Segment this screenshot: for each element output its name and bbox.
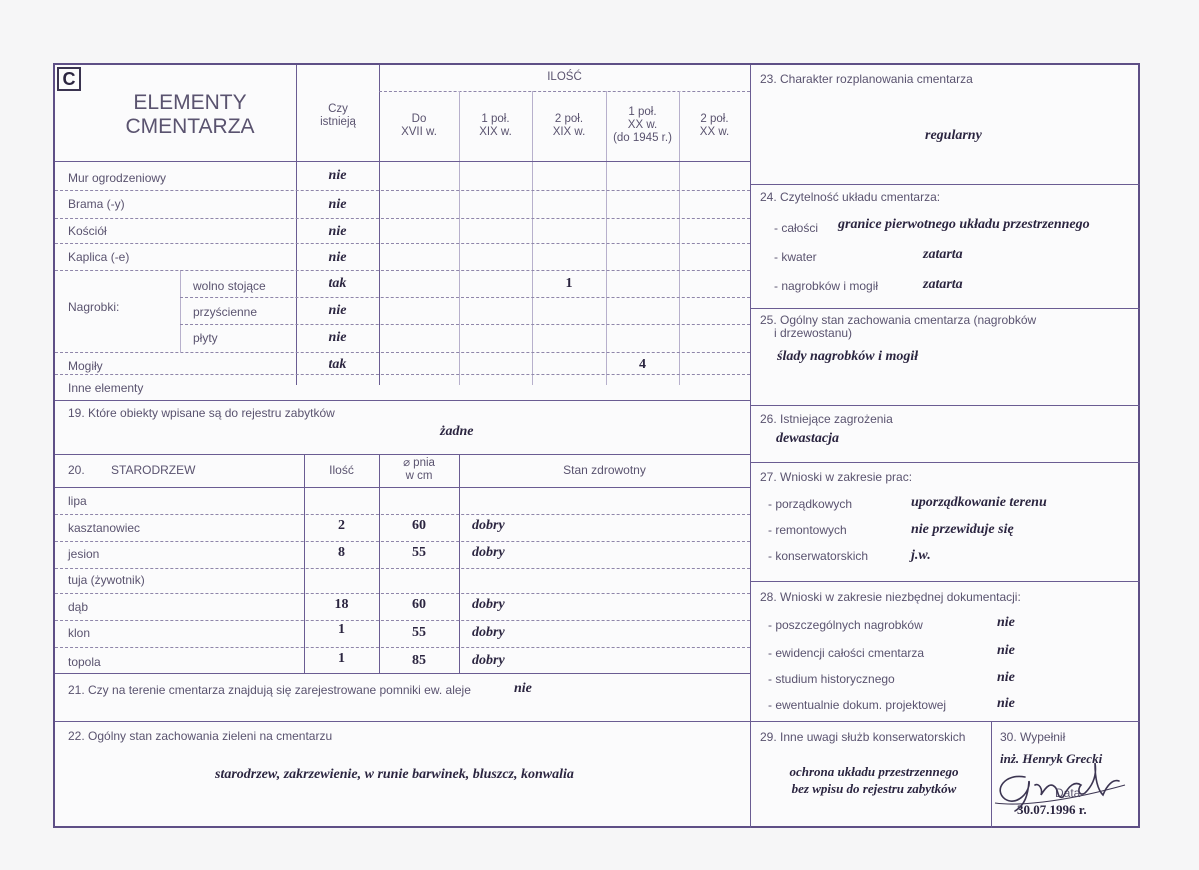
element-label: Mur ogrodzeniowy [68,171,167,185]
tree-count: 8 [338,545,345,560]
q29-value: ochrona układu przestrzennego bez wpisu do rejestru zabytków [789,764,959,796]
tree-name: klon [68,626,91,640]
q28-item-label: - poszczególnych nagrobków [768,618,923,632]
q20-col-pnia: ⌀ pnia w cm [403,457,435,482]
q27-item-value: nie przewiduje się [911,522,1014,537]
q27-item-label: - porządkowych [768,497,853,511]
element-exists: nie [328,224,347,239]
q20-label: STARODRZEW [111,463,196,477]
tree-health: dobry [472,518,505,533]
tree-name: tuja (żywotnik) [68,573,145,587]
header-czy-istnieja: Czy istnieją [320,103,356,128]
element-sublabel: wolno stojące [193,279,266,293]
tree-count: 2 [338,518,345,533]
tree-health: dobry [472,545,505,560]
tree-diameter: 55 [412,625,426,640]
q28-item-label: - ewidencji całości cmentarza [768,646,925,660]
q24-item-label: - całości [774,221,819,235]
cemetery-elements-form [53,63,1140,828]
tree-name: dąb [68,600,89,614]
q23-label: 23. Charakter rozplanowania cmentarza [760,72,973,86]
nagrobki-label: Nagrobki: [68,300,120,314]
header-ilosc: ILOŚĆ [547,71,582,83]
q24-item-value: zatarta [923,247,963,262]
q28-item-value: nie [997,615,1015,630]
q24-item-value: zatarta [923,277,963,292]
q27-item-label: - konserwatorskich [768,549,869,563]
element-label: Brama (-y) [68,197,125,211]
q19-value: żadne [440,424,474,439]
element-label: Kościół [68,224,107,238]
q24-item-label: - kwater [774,250,817,264]
q23-value: regularny [925,128,982,143]
q21-label: 21. Czy na terenie cmentarza znajdują się zarejestrowane pomniki ew. aleje [68,683,471,697]
header-period-3: 2 poł. XIX w. [552,113,586,138]
q28-item-label: - ewentualnie dokum. projektowej [768,698,947,712]
tree-name: topola [68,655,101,669]
element-label: Mogiły [68,359,103,373]
q28-item-value: nie [997,696,1015,711]
element-quantity: 1 [565,276,573,291]
q28-item-label: - studium historycznego [768,672,895,686]
tree-diameter: 60 [412,597,426,612]
q22-label: 22. Ogólny stan zachowania zieleni na cmentarzu [68,729,333,743]
q19-label: 19. Które obiekty wpisane są do rejestru zabytków [68,406,335,420]
q29-label: 29. Inne uwagi służb konserwatorskich [760,730,966,744]
tree-count: 1 [338,651,345,666]
element-sublabel: płyty [193,331,218,345]
tree-diameter: 85 [412,653,426,668]
q28-item-value: nie [997,643,1015,658]
tree-diameter: 60 [412,518,426,533]
tree-diameter: 55 [412,545,426,560]
element-exists: tak [328,276,347,291]
q27-item-label: - remontowych [768,523,847,537]
q24-item-label: - nagrobków i mogił [774,279,879,293]
element-quantity: 4 [639,357,646,372]
form-title: ELEMENTY CMENTARZA [125,91,255,138]
q30-label: 30. Wypełnił [1000,730,1066,744]
header-period-4: 1 poł. XX w. (do 1945 r.) [613,106,672,144]
tree-name: jesion [68,547,100,561]
element-sublabel: przyścienne [193,305,258,319]
q24-item-value: granice pierwotnego układu przestrzennego [838,217,1090,232]
element-exists: nie [328,250,347,265]
q20-col-ilosc: Ilość [329,463,354,477]
element-exists: tak [328,357,347,372]
q30-date: 30.07.1996 r. [1017,802,1087,817]
tree-count: 18 [334,597,349,612]
element-exists: nie [328,303,347,318]
q21-value: nie [514,681,532,696]
element-exists: nie [328,330,347,345]
q25-value: ślady nagrobków i mogił [777,349,919,364]
q25-label: 25. Ogólny stan zachowania cmentarza (nagrobków i drzewostanu) [760,313,1037,340]
q22-value: starodrzew, zakrzewienie, w runie barwinek, bluszcz, konwalia [215,767,574,782]
element-label: Kaplica (-e) [68,250,130,264]
tree-count: 1 [338,622,345,637]
q26-value: dewastacja [776,431,839,446]
q27-item-value: uporządkowanie terenu [911,495,1047,510]
header-period-1: Do XVII w. [401,113,437,138]
q30-name: inż. Henryk Grecki [1000,751,1103,766]
q20-col-stan: Stan zdrowotny [563,463,646,477]
tree-name: lipa [68,494,87,508]
header-period-5: 2 poł. XX w. [699,113,730,138]
element-label: Inne elementy [68,381,144,395]
q20-number: 20. [68,463,85,477]
q28-label: 28. Wnioski w zakresie niezbędnej dokumentacji: [760,590,1021,604]
q27-item-value: j.w. [911,548,931,563]
element-exists: nie [328,197,347,212]
q30-date-label: Data [1055,786,1081,800]
tree-health: dobry [472,653,505,668]
tree-health: dobry [472,597,505,612]
divider-main-vertical [750,65,751,828]
header-period-2: 1 poł. XIX w. [479,113,512,138]
tree-name: kasztanowiec [68,521,141,535]
tree-health: dobry [472,625,505,640]
q28-item-value: nie [997,670,1015,685]
q24-label: 24. Czytelność układu cmentarza: [760,190,941,204]
q26-label: 26. Istniejące zagrożenia [760,412,893,426]
q27-label: 27. Wnioski w zakresie prac: [760,470,913,484]
element-exists: nie [328,168,347,183]
section-badge: C [57,67,81,91]
signature-graphic [985,755,1135,815]
